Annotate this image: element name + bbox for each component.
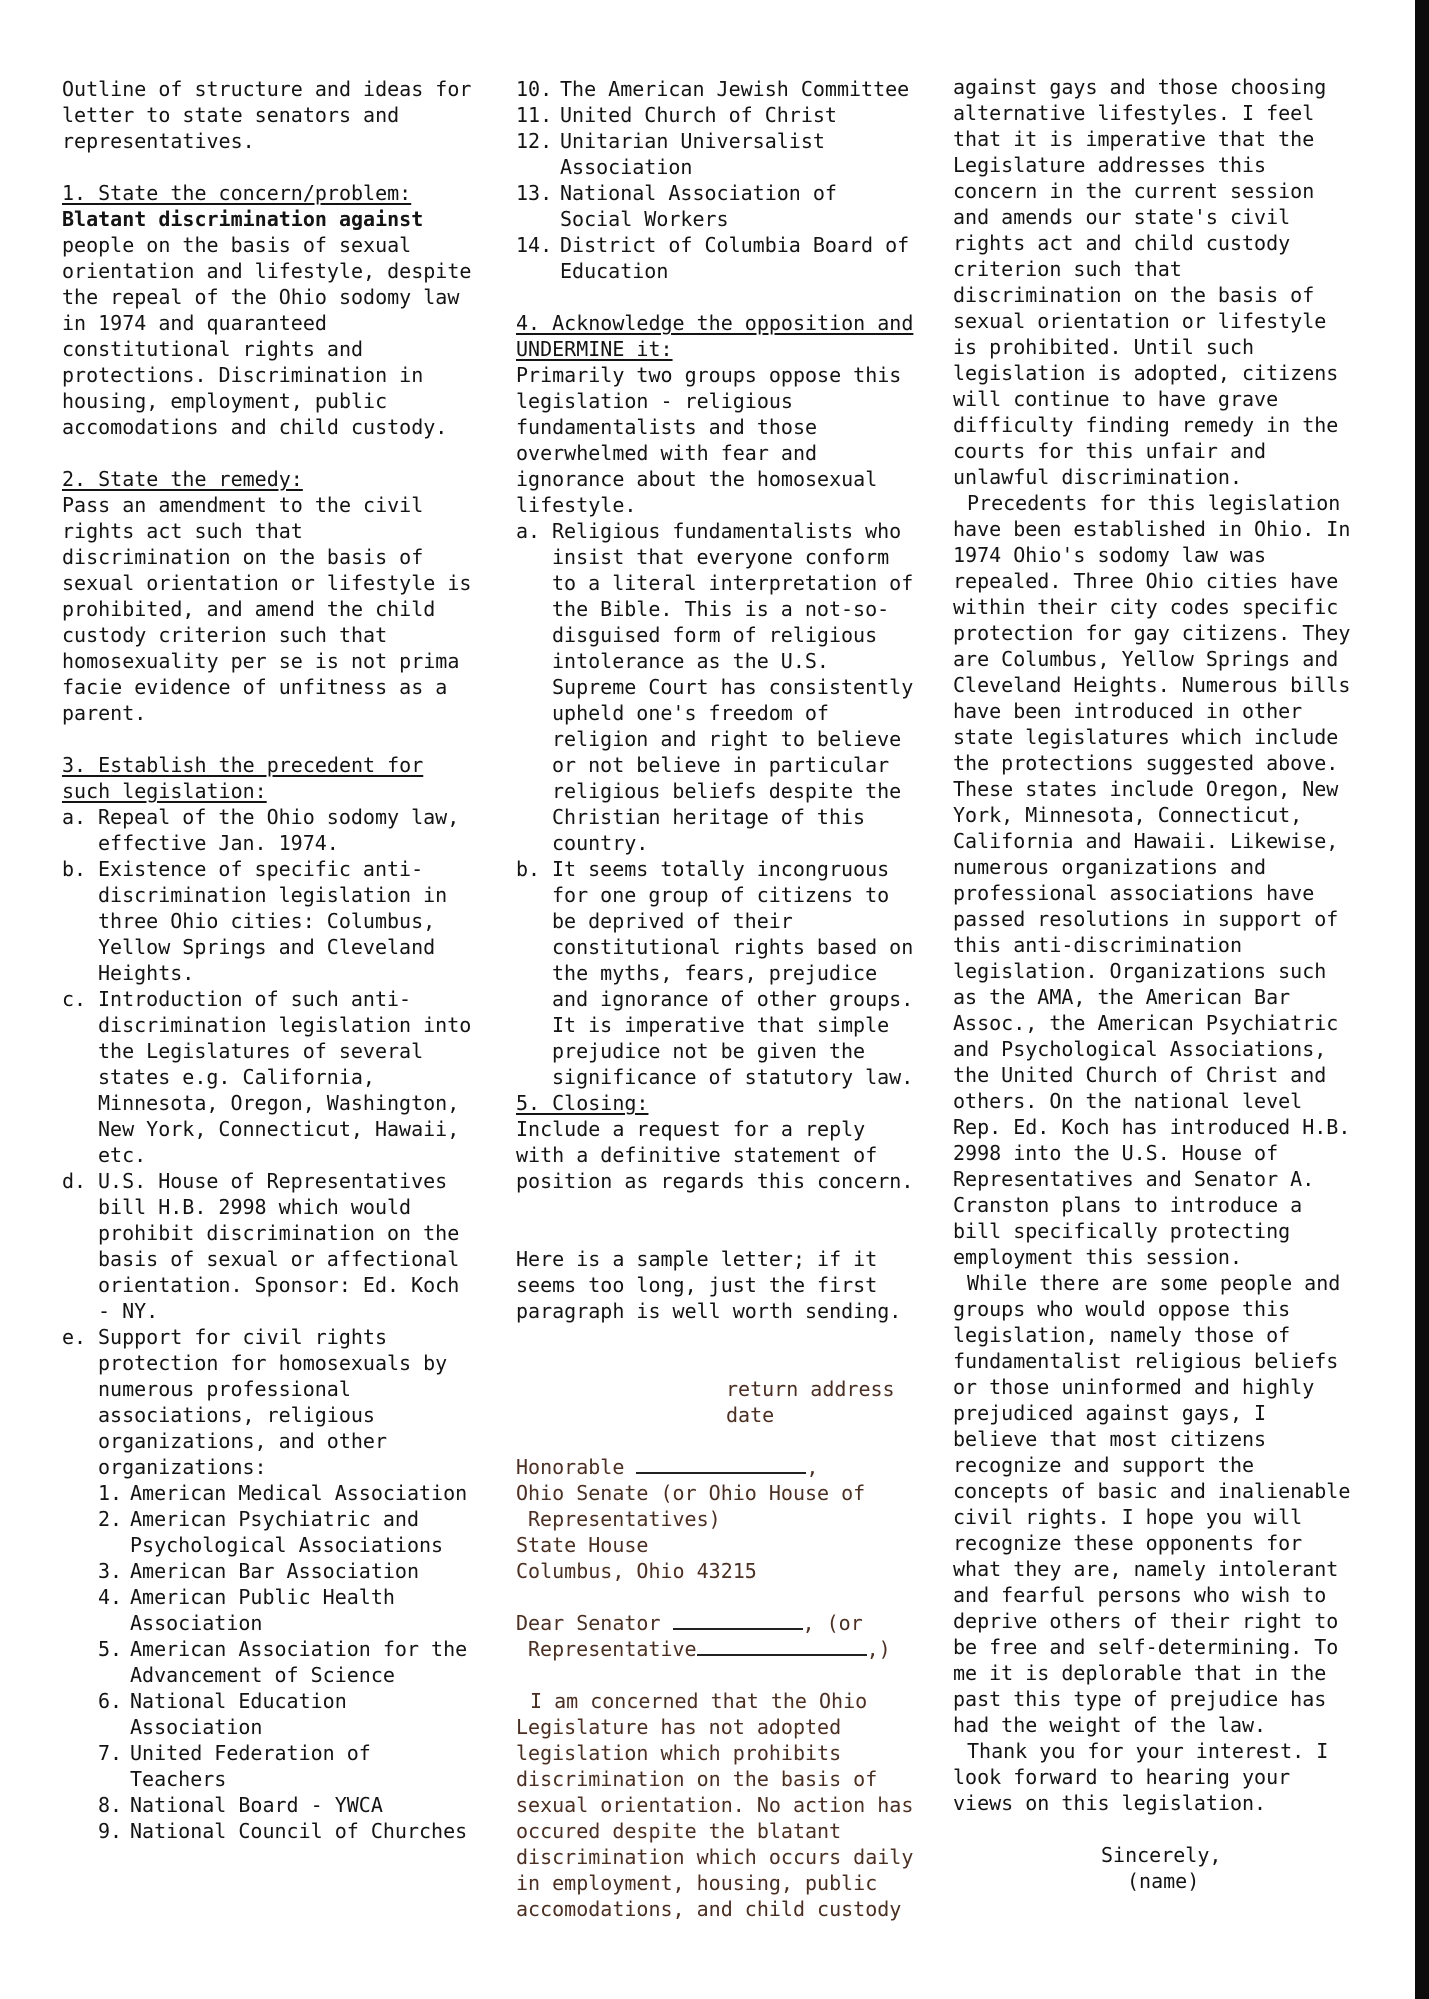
org-number: 10. — [516, 77, 553, 101]
list-text: Repeal of the Ohio sodomy law, effective Jan. 1974. — [98, 805, 460, 855]
list-text: U.S. House of Representatives bill H.B. 2998 which would prohibit discrimination on the basis of sexual or affectional orientation. Sponsor: Ed. Koch - NY. — [98, 1169, 460, 1323]
list-marker: b. — [516, 857, 541, 881]
letter-paragraph-3: While there are some people and groups who would oppose this legislation, namely those of fundamentalist religious beliefs or those uninformed and highly prejudiced against gays, I believe that most citizens recognize and support the concepts of basic and inalienable civil rights. I hope you will recognize these opponents for what they are, namely intolerant and fearful persons who wish to deprive others of their right to be free and self-determining. To me it is deplorable that in the past this type of prejudice has had the weight of the law. — [953, 1271, 1351, 1737]
org-number: 4. — [98, 1585, 123, 1609]
section-5-heading: 5. Closing: — [516, 1091, 649, 1115]
list-marker: b. — [62, 857, 87, 881]
column-middle — [516, 76, 916, 1922]
org-name: United Federation of Teachers — [130, 1741, 371, 1791]
intro-text: Outline of structure and ideas for letter to state senators and representatives. — [62, 77, 472, 153]
column-left — [62, 76, 472, 1844]
list-item — [516, 518, 916, 856]
org-item — [516, 128, 916, 180]
list-item — [62, 986, 472, 1168]
name-blank — [636, 1454, 806, 1474]
list-text: Existence of specific anti-discrimination legislation in three Ohio cities: Columbus, Yellow Springs and Cleveland Heights. — [98, 857, 448, 985]
letter-paragraph-1: I am concerned that the Ohio Legislature has not adopted legislation which prohibits discrimination on the basis of sexual orientation. No action has occured despite the blatant discrimination which occurs daily in employment, housing, public accomodations, and child custody — [516, 1689, 914, 1921]
honorable-line: Honorable , — [516, 1455, 819, 1479]
list-item — [62, 1324, 472, 1480]
org-name: National Association of Social Workers — [560, 181, 837, 231]
address-line-3: Columbus, Ohio 43215 — [516, 1559, 757, 1583]
section-1-heading: 1. State the concern/problem: — [62, 181, 412, 205]
org-number: 11. — [516, 103, 553, 127]
sample-letter-note: Here is a sample letter; if it seems too long, just the first paragraph is well worth sending. — [516, 1247, 902, 1323]
section-3-heading: 3. Establish the precedent for such legislation: — [62, 753, 424, 803]
section-2-body: Pass an amendment to the civil rights act such that discrimination on the basis of sexual orientation or lifestyle is prohibited, and amend the child custody criterion such that homosexuality per se is not prima facie evidence of unfitness as a parent. — [62, 493, 472, 725]
org-name: American Medical Association — [130, 1481, 468, 1505]
org-name: District of Columbia Board of Education — [560, 233, 910, 283]
org-number: 8. — [98, 1793, 123, 1817]
org-item — [98, 1584, 472, 1636]
list-item — [62, 856, 472, 986]
address-line-1: Ohio Senate (or Ohio House of — [516, 1481, 866, 1505]
organizations-list-continued — [516, 76, 916, 284]
section-1-body — [62, 206, 472, 440]
list-marker: a. — [516, 519, 541, 543]
org-item — [516, 232, 916, 284]
org-item — [98, 1480, 472, 1506]
address-line-2: State House — [516, 1533, 649, 1557]
list-marker: e. — [62, 1325, 87, 1349]
page-edge-shadow — [1415, 0, 1429, 1999]
salutation-close: ,) — [866, 1637, 891, 1661]
org-name: United Church of Christ — [560, 103, 837, 127]
list-text: Introduction of such anti-discrimination legislation into the Legislatures of several states e.g. California, Minnesota, Oregon, Washington, New York, Connecticut, Hawaii, etc. — [98, 987, 472, 1167]
org-name: Unitarian Universalist Association — [560, 129, 825, 179]
list-item — [62, 804, 472, 856]
list-text: Religious fundamentalists who insist that everyone conform to a literal interpretation of the Bible. This is a not-so-disguised form of religious intolerance as the U.S. Supreme Court has consistently upheld one's freedom of religion and right to believe or not believe in particular religious beliefs despite the Christian heritage of this country. — [552, 519, 914, 855]
section-4-body: Primarily two groups oppose this legislation - religious fundamentalists and those overwhelmed with fear and ignorance about the homosexual lifestyle. — [516, 363, 902, 517]
org-number: 1. — [98, 1481, 123, 1505]
org-name: National Education Association — [130, 1689, 347, 1739]
section-5-body: Include a request for a reply with a definitive statement of position as regards this concern. — [516, 1117, 914, 1193]
salutation-or: , (or — [802, 1611, 863, 1635]
org-item — [516, 102, 916, 128]
closing-sincerely: Sincerely, — [1101, 1843, 1222, 1867]
closing-name: (name) — [1127, 1869, 1200, 1893]
org-item — [98, 1558, 472, 1584]
org-number: 2. — [98, 1507, 123, 1531]
org-number: 9. — [98, 1819, 123, 1843]
org-name: American Bar Association — [130, 1559, 419, 1583]
org-name: National Board - YWCA — [130, 1793, 383, 1817]
letter-date: date — [726, 1403, 775, 1427]
section-4-heading: 4. Acknowledge the opposition and UNDERMINE it: — [516, 311, 914, 361]
org-item — [98, 1818, 472, 1844]
list-item — [516, 856, 916, 1090]
org-name: American Psychiatric and Psychological Associations — [130, 1507, 444, 1557]
list-item — [62, 1168, 472, 1324]
salutation-line-2 — [516, 1636, 916, 1662]
organizations-list — [98, 1480, 472, 1844]
senator-blank — [673, 1610, 803, 1630]
address-line-1b: Representatives) — [528, 1507, 721, 1531]
column-right — [953, 74, 1353, 1894]
org-item — [516, 180, 916, 232]
section-2-heading: 2. State the remedy: — [62, 467, 303, 491]
org-item — [98, 1506, 472, 1558]
org-item — [98, 1636, 472, 1688]
section-3-list — [62, 804, 472, 1480]
section-1-body-text: people on the basis of sexual orientation and lifestyle, despite the repeal of the Ohio sodomy law in 1974 and quaranteed constitutional rights and protections. Discrimination in housing, employment, public accomodations and child custody. — [62, 233, 472, 439]
org-number: 5. — [98, 1637, 123, 1661]
salutation-rep: Representative — [528, 1637, 697, 1661]
representative-blank — [697, 1636, 867, 1656]
list-marker: c. — [62, 987, 87, 1011]
org-name: National Council of Churches — [130, 1819, 468, 1843]
list-text: Support for civil rights protection for homosexuals by numerous professional associations, religious organizations, and other organizations: — [98, 1325, 448, 1479]
return-address: return address — [726, 1377, 895, 1401]
org-name: The American Jewish Committee — [560, 77, 910, 101]
org-item — [98, 1792, 472, 1818]
letter-paragraph-2: Precedents for this legislation have been established in Ohio. In 1974 Ohio's sodomy law was repealed. Three Ohio cities have within their city codes specific protection for gay citizens. They are Columbus, Yellow Springs and Cleveland Heights. Numerous bills have been introduced in other state legislatures which include the protections suggested above. These states include Oregon, New York, Minnesota, Connecticut, California and Hawaii. Likewise, numerous organizations and professional associations have passed resolutions in support of this anti-discrimination legislation. Organizations such as the AMA, the American Bar Assoc., the American Psychiatric and Psychological Associations, the United Church of Christ and others. On the national level Rep. Ed. Koch has introduced H.B. 2998 into the U.S. House of Representatives and Senator A. Cranston plans to introduce a bill specifically protecting employment this session. — [953, 491, 1351, 1269]
org-name: American Association for the Advancement of Science — [130, 1637, 468, 1687]
org-item — [98, 1740, 472, 1792]
org-number: 14. — [516, 233, 553, 257]
org-number: 6. — [98, 1689, 123, 1713]
salutation-line — [516, 1610, 916, 1636]
org-name: American Public Health Association — [130, 1585, 395, 1635]
letter-paragraph-1-cont: against gays and those choosing alternative lifestyles. I feel that it is imperative that the Legislature addresses this concern in the current session and amends our state's civil rights act and child custody criterion such that discrimination on the basis of sexual orientation or lifestyle is prohibited. Until such legislation is adopted, citizens will continue to have grave difficulty finding remedy in the courts for this unfair and unlawful discrimination. — [953, 75, 1339, 489]
salutation-label: Dear Senator — [516, 1611, 661, 1635]
org-item — [516, 76, 916, 102]
list-marker: a. — [62, 805, 87, 829]
list-text: It seems totally incongruous for one group of citizens to be deprived of their constitutional rights based on the myths, fears, prejudice and ignorance of other groups. It is imperative that simple prejudice not be given the significance of statutory law. — [552, 857, 914, 1089]
honorable-label: Honorable — [516, 1455, 625, 1479]
org-number: 7. — [98, 1741, 123, 1765]
letter-paragraph-4: Thank you for your interest. I look forward to hearing your views on this legislation. — [953, 1739, 1329, 1815]
org-number: 13. — [516, 181, 553, 205]
org-number: 3. — [98, 1559, 123, 1583]
list-marker: d. — [62, 1169, 87, 1193]
section-4-list — [516, 518, 916, 1090]
org-number: 12. — [516, 129, 553, 153]
section-1-body-bold: Blatant discrimination against — [62, 207, 424, 231]
org-item — [98, 1688, 472, 1740]
